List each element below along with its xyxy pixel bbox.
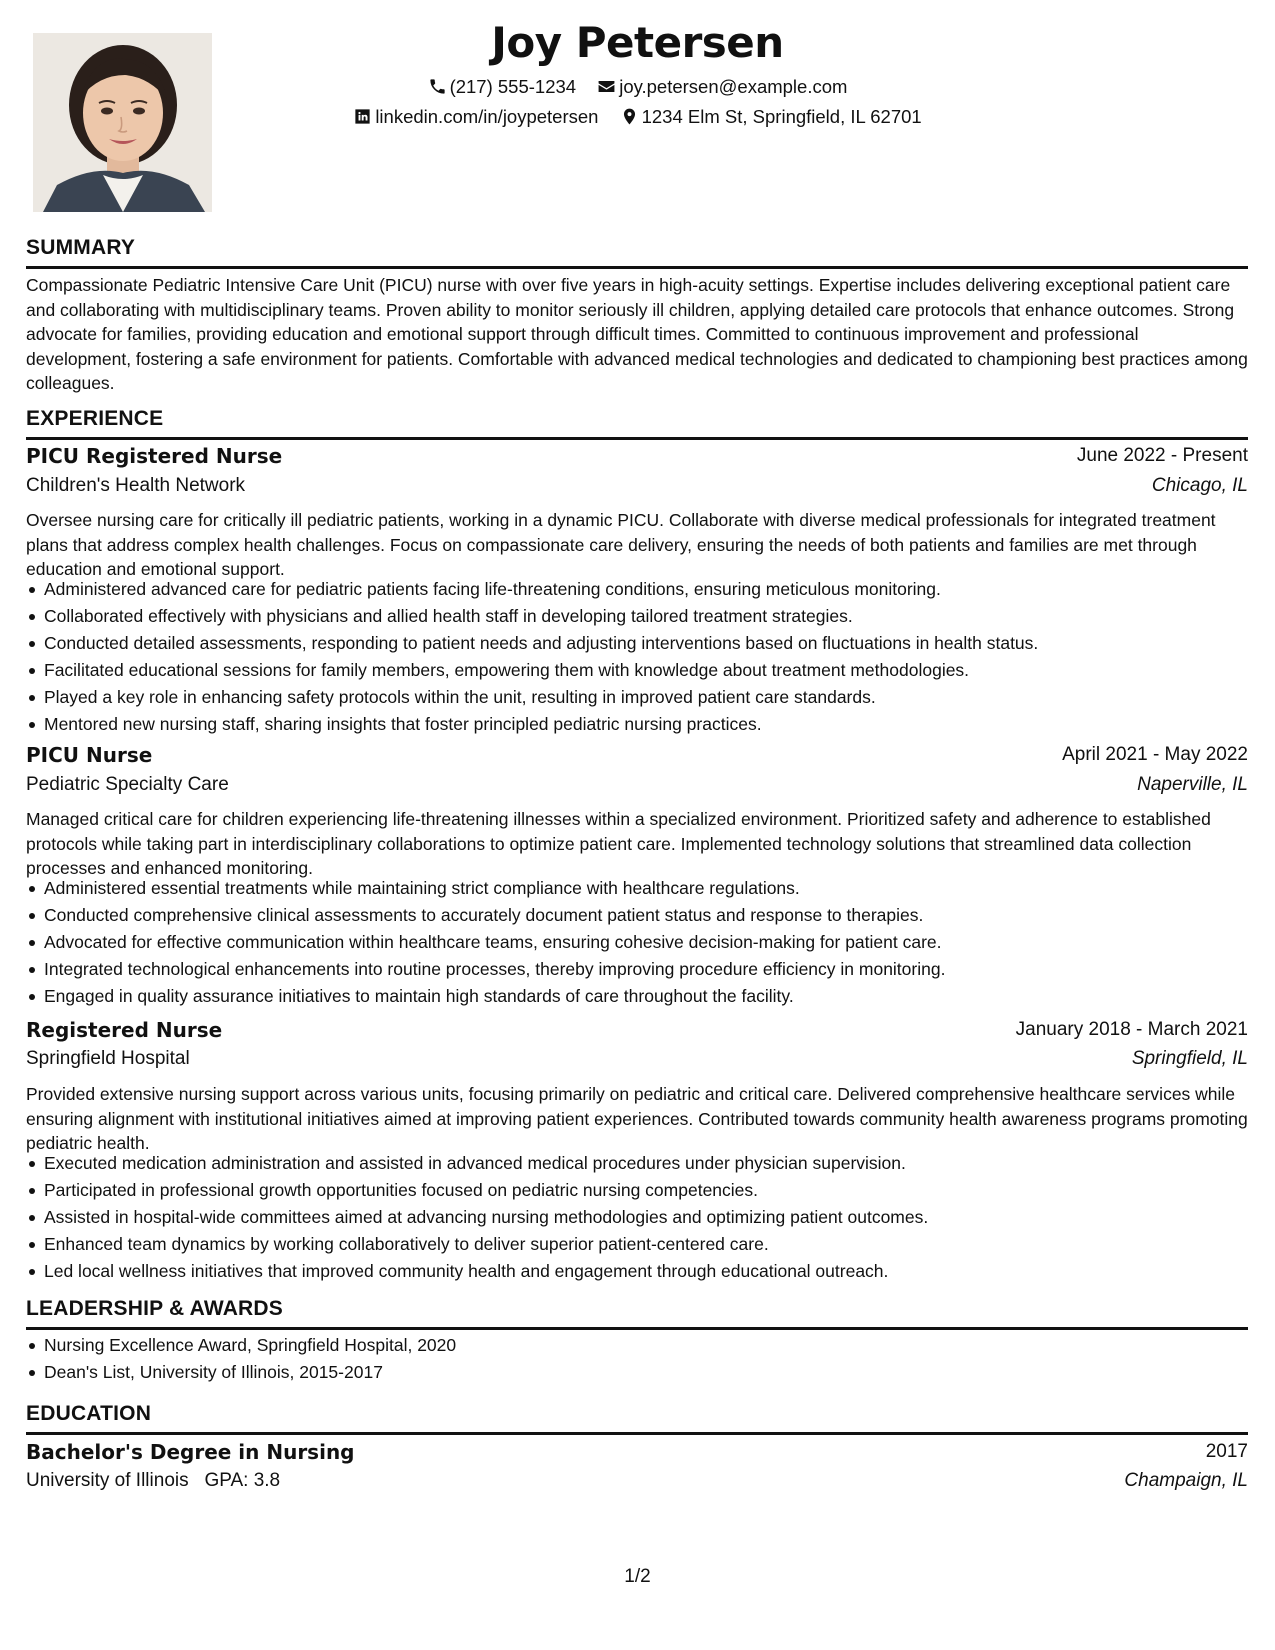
address-text: 1234 Elm St, Springfield, IL 62701 — [641, 106, 922, 127]
job-description: Provided extensive nursing support across various units, focusing primarily on pediatric and critical care. Delivered comprehensive healthcare services while ensuring alignment with institutional initiatives aimed at improving patient experiences. Contributed towards community health awareness programs promoting pediatric health. — [26, 1084, 1248, 1153]
contact-line-1 — [0, 76, 1275, 98]
envelope-icon — [597, 77, 616, 96]
job-dates: June 2022 - Present — [1076, 445, 1248, 466]
job-dates: April 2021 - May 2022 — [1062, 744, 1248, 765]
job-title: Registered Nurse — [26, 1018, 223, 1042]
linkedin-icon — [353, 107, 372, 126]
map-pin-icon — [620, 107, 639, 126]
list-item: Nursing Excellence Award, Springfield Hospital, 2020 — [26, 1332, 1248, 1359]
list-item: Enhanced team dynamics by working collaboratively to deliver superior patient-centered care. — [26, 1231, 1248, 1258]
job-location: Chicago, IL — [1151, 475, 1248, 496]
job-bullets — [26, 576, 1248, 738]
list-item: Administered advanced care for pediatric patients facing life-threatening conditions, ensuring meticulous monitoring. — [26, 576, 1248, 603]
summary-text: Compassionate Pediatric Intensive Care Unit (PICU) nurse with over five years in high-acuity settings. Expertise includes delivering exceptional patient care and collaborating with multidisciplinary teams. Proven ability to monitor seriously ill children, applying detailed care protocols that enhance outcomes. Strong advocate for families, providing education and emotional support through difficult times. Committed to continuous improvement and professional development, fostering a safe environment for patients. Comfortable with advanced medical technologies and dedicated to championing best practices among colleagues. — [26, 275, 1248, 393]
list-item: Administered essential treatments while maintaining strict compliance with healthcare regulations. — [26, 875, 1248, 902]
education-heading: EDUCATION — [26, 1402, 1248, 1435]
degree-title: Bachelor's Degree in Nursing — [26, 1440, 355, 1464]
linkedin-item[interactable] — [353, 106, 598, 128]
list-item: Dean's List, University of Illinois, 2015-2017 — [26, 1359, 1248, 1386]
list-item: Led local wellness initiatives that improved community health and engagement through educational outreach. — [26, 1258, 1248, 1285]
job-bullets — [26, 1150, 1248, 1285]
phone-item[interactable] — [428, 76, 577, 98]
linkedin-text: linkedin.com/in/joypetersen — [375, 106, 599, 127]
job-bullets — [26, 875, 1248, 1010]
candidate-name: Joy Petersen — [491, 18, 784, 67]
list-item: Played a key role in enhancing safety protocols within the unit, resulting in improved patient care standards. — [26, 684, 1248, 711]
awards-list — [26, 1332, 1248, 1386]
email-item[interactable] — [597, 76, 847, 98]
job-location: Naperville, IL — [1137, 774, 1248, 795]
list-item: Conducted comprehensive clinical assessments to accurately document patient status and response to therapies. — [26, 902, 1248, 929]
list-item: Collaborated effectively with physicians and allied health staff in developing tailored treatment strategies. — [26, 603, 1248, 630]
list-item: Advocated for effective communication within healthcare teams, ensuring cohesive decision-making for patient care. — [26, 929, 1248, 956]
list-item: Engaged in quality assurance initiatives to maintain high standards of care throughout the facility. — [26, 983, 1248, 1010]
job-title: PICU Nurse — [26, 743, 153, 767]
list-item: Integrated technological enhancements into routine processes, thereby improving procedure efficiency in monitoring. — [26, 956, 1248, 983]
phone-icon — [428, 77, 447, 96]
school-line: University of Illinois GPA: 3.8 — [26, 1470, 281, 1491]
job-organization: Pediatric Specialty Care — [26, 774, 229, 795]
phone-text: (217) 555-1234 — [449, 76, 577, 97]
address-item — [620, 106, 922, 128]
job-organization: Children's Health Network — [26, 475, 246, 496]
awards-heading: LEADERSHIP & AWARDS — [26, 1297, 1248, 1330]
list-item: Mentored new nursing staff, sharing insights that foster principled pediatric nursing practices. — [26, 711, 1248, 738]
email-text: joy.petersen@example.com — [619, 76, 848, 97]
job-description: Managed critical care for children experiencing life-threatening illnesses within a specialized environment. Prioritized safety and adherence to established protocols while taking part in interdisciplinary collaborations to optimize patient care. Implemented technology solutions that streamlined data collection processes and enhanced monitoring. — [26, 809, 1211, 878]
job-description: Oversee nursing care for critically ill pediatric patients, working in a dynamic PICU. Collaborate with diverse medical professionals for integrated treatment plans that address complex health challenges. Focus on compassionate care delivery, ensuring the needs of both patients and families are met through education and emotional support. — [26, 510, 1216, 579]
job-organization: Springfield Hospital — [26, 1048, 190, 1069]
graduation-year: 2017 — [1205, 1441, 1248, 1462]
page-number: 1/2 — [624, 1566, 651, 1587]
list-item: Conducted detailed assessments, responding to patient needs and adjusting interventions based on fluctuations in health status. — [26, 630, 1248, 657]
school-location: Champaign, IL — [1124, 1470, 1248, 1491]
contact-line-2 — [0, 106, 1275, 128]
job-title: PICU Registered Nurse — [26, 444, 283, 468]
summary-heading: SUMMARY — [26, 236, 1248, 269]
list-item: Facilitated educational sessions for family members, empowering them with knowledge about treatment methodologies. — [26, 657, 1248, 684]
list-item: Assisted in hospital-wide committees aimed at advancing nursing methodologies and optimizing patient outcomes. — [26, 1204, 1248, 1231]
experience-heading: EXPERIENCE — [26, 407, 1248, 440]
job-dates: January 2018 - March 2021 — [1015, 1019, 1248, 1040]
list-item: Participated in professional growth opportunities focused on pediatric nursing competencies. — [26, 1177, 1248, 1204]
list-item: Executed medication administration and assisted in advanced medical procedures under physician supervision. — [26, 1150, 1248, 1177]
job-location: Springfield, IL — [1131, 1048, 1248, 1069]
